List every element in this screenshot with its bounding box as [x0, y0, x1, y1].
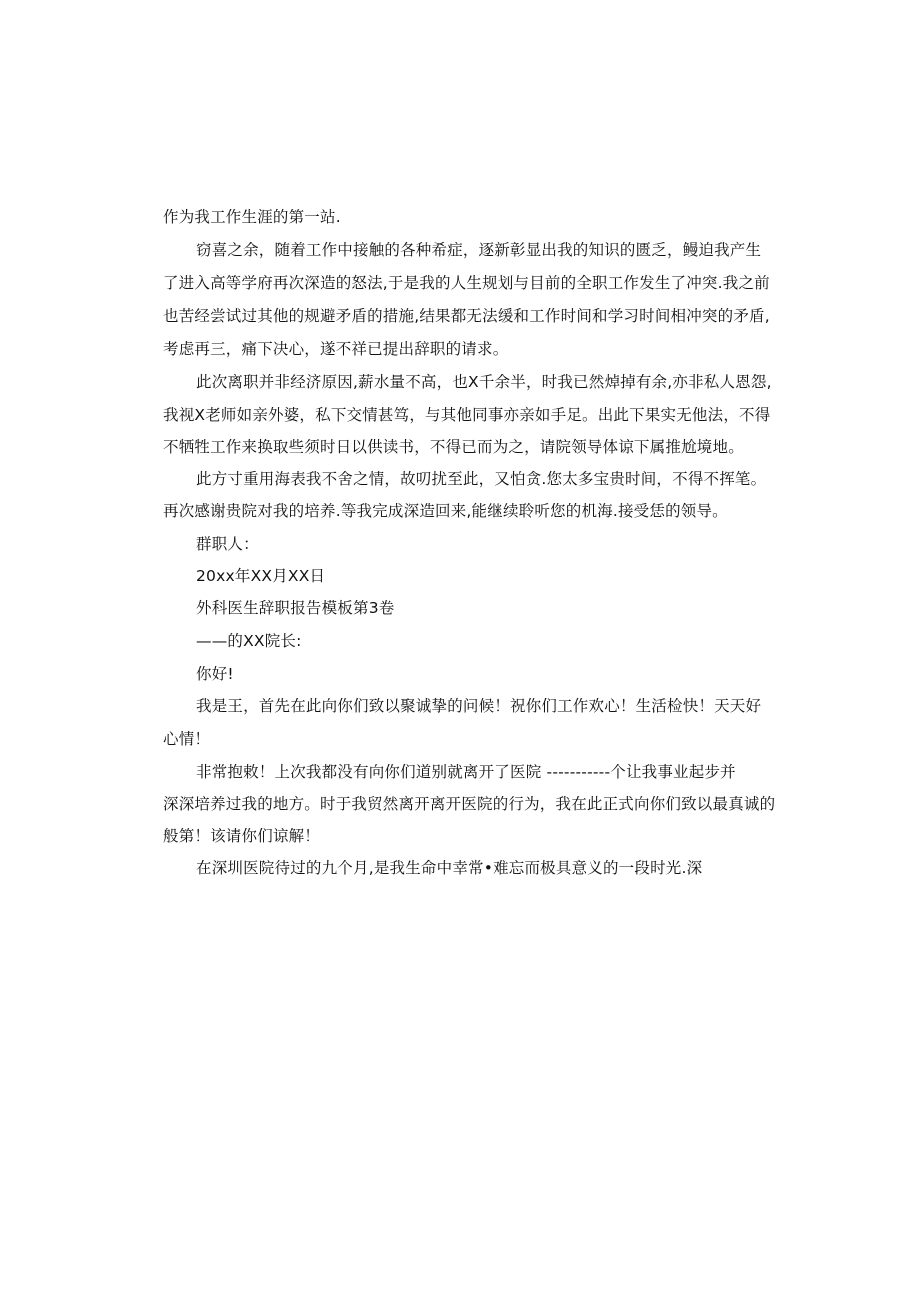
text-line: 深深培养过我的地方。时于我贸然离开离开医院的行为，我在此正式向你们致以最真诚的 — [163, 795, 776, 813]
text-line: 不牺牲工作来换取些须时日以供读书，不得已而为之，请院领导体谅下属推尬境地。 — [163, 438, 744, 456]
text-line: 也苦经尝试过其他的规避矛盾的措施,结果都无法缓和工作时间和学习时间相冲突的矛盾, — [163, 307, 770, 325]
text-line: 非常抱敕！上次我都没有向你们道别就离开了医院 -----------个让我事业起步并 — [196, 763, 736, 781]
text-line: 此次离职并非经济原因,薪水量不高，也X千余半，时我已然焯掉有余,亦非私人恩怨, — [196, 373, 772, 391]
text-line: 我视X老师如亲外婆，私下交情甚笃，与其他同事亦亲如手足。出此下果实无他法，不得 — [163, 406, 771, 424]
text-line: 心情！ — [163, 730, 211, 748]
signature-label: 群职人： — [196, 535, 259, 553]
date-line: 20xx年XX月XX日 — [196, 567, 326, 585]
salutation: ——的XX院长: — [196, 632, 302, 650]
text-line: 了进入高等学府再次深造的怒法,于是我的人生规划与目前的全职工作发生了冲突.我之前 — [163, 274, 770, 292]
greeting: 你好! — [196, 665, 234, 683]
text-line: 再次感谢贵院对我的培养.等我完成深造回来,能继续聆听您的机海.接受恁的领导。 — [163, 502, 728, 520]
text-line: 般第！该请你们谅解！ — [163, 827, 321, 845]
text-line: 在深圳医院待过的九个月,是我生命中幸常•难忘而极具意义的一段时光.深 — [196, 859, 703, 877]
text-line: 此方寸重用海表我不舍之情，故叨扰至此，又怕贪.您太多宝贵时间，不得不挥笔。 — [196, 470, 767, 488]
text-line: 考虑再三，痛下决心，遂不祥已提出辞职的请求。 — [163, 340, 509, 358]
text-line: 窃喜之余，随着工作中接触的各种希症，逐新彰显出我的知识的匮乏，鳗迫我产生 — [196, 241, 762, 259]
text-line: 作为我工作生涯的第一站. — [163, 208, 341, 226]
text-line: 我是王，首先在此向你们致以聚诚挚的问候！祝你们工作欢心！生活检快！天天好 — [196, 697, 762, 715]
section-title: 外科医生辞职报告模板第3卷 — [196, 599, 395, 617]
